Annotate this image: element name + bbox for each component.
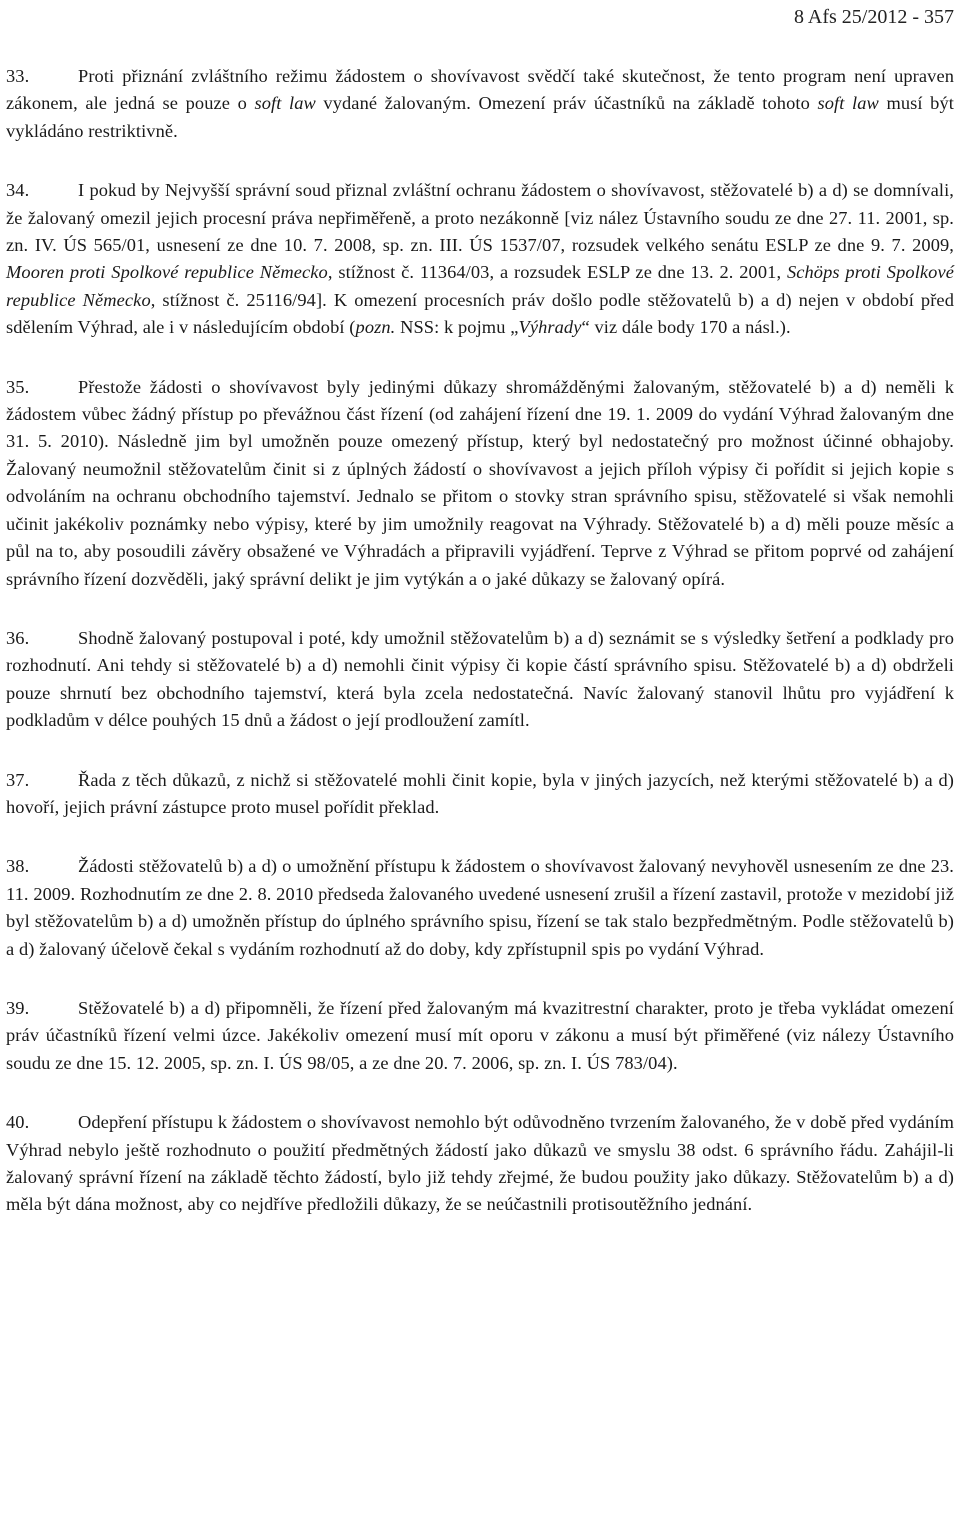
paragraph-text-italic: soft law (817, 93, 879, 114)
paragraph-text: Shodně žalovaný postupoval i poté, kdy umožnil stěžovatelům b) a d) seznámit se s výsledky šetření a podklady pro rozhodnutí. Ani tehdy si stěžovatelé b) a d) nemohli činit výpisy či kopie částí správního spisu. Stěžovatelé b) a d) obdrželi pouze shrnutí bez obchodního tajemství, která byla zcela nedostatečná. Navíc žalovaný stanovil lhůtu pro vyjádření k podkladům v délce pouhých 15 dnů a žádost o její prodloužení zamítl. (6, 627, 954, 731)
paragraph-number: 40. (6, 1112, 30, 1133)
paragraph-number: 35. (6, 376, 30, 397)
paragraph-list (6, 63, 954, 1251)
paragraph-number: 34. (6, 180, 30, 201)
paragraph-number: 39. (6, 997, 30, 1018)
paragraph-text: Odepření přístupu k žádostem o shovívavost nemohlo být odůvodněno tvrzením žalovaného, že v době před vydáním Výhrad nebylo ještě rozhodnuto o použití předmětných žádostí jako důkazů ve smyslu 38 odst. 6 správního řádu. Zahájil-li žalovaný správní řízení na základě těchto žádostí, bylo již tehdy zřejmé, že budou použity jako důkazy. Stěžovatelům b) a d) měla být dána možnost, aby co nejdříve předložili důkazy, že se neúčastnili protisoutěžního jednání. (6, 1112, 954, 1215)
paragraph-text: , stížnost č. 25116/94]. K omezení procesních práv došlo podle stěžovatelů b) a d) nejen v období před sdělením Výhrad, ale i v následujícím období ( (6, 289, 954, 338)
paragraph-number: 33. (6, 66, 30, 86)
paragraph-text-italic: pozn. (355, 317, 396, 338)
case-name-italic: Mooren proti Spolkové republice Německo (6, 262, 328, 283)
paragraph-text: Přestože žádosti o shovívavost byly jedinými důkazy shromážděnými žalovaným, stěžovatelé b) a d) neměli k žádostem vůbec žádný přístup po převážnou část řízení (od zahájení řízení dne 19. 1. 2009 do vydání Výhrad žalovaným dne 31. 5. 2010). Následně jim byl umožněn pouze omezený přístup, který byl nedostatečný pro možnost účinné obhajoby. Žalovaný neumožnil stěžovatelům činit si z úplných žádostí o shovívavost a jejich příloh výpisy či pořídit si jejich kopie s odvoláním na ochranu obchodního tajemství. Jednalo se přitom o stovky stran správního spisu, stěžovatelé si však nemohli učinit jakékoliv poznámky nebo výpisy, které by jim umožnily reagovat na Výhrady. Stěžovatelé b) a d) měli pouze měsíc a půl na to, aby posoudili závěry obsažené ve Výhradách a připravili vyjádření. Teprve z Výhrad se přitom poprvé od zahájení správního řízení dozvěděli, jaký správní delikt je jim vytýkán a o jaké důkazy se žalovaný opírá. (6, 376, 954, 589)
paragraph-text: I pokud by Nejvyšší správní soud přiznal zvláštní ochranu žádostem o shovívavost, stěžovatelé b) a d) se domnívali, že žalovaný omezil jejich procesní práva nepřiměřeně, a proto nezákonně [viz nález Ústavního soudu ze dne 27. 11. 2001, sp. zn. IV. ÚS 565/01, usnesení ze dne 10. 7. 2008, sp. zn. III. ÚS 1537/07, rozsudek velkého senátu ESLP ze dne 9. 7. 2009, (6, 180, 954, 256)
paragraph-text: Proti přiznání zvláštního režimu žádostem o shovívavost svědčí také skutečnost, že tento program není upraven zákonem, ale jedná se pouze o (6, 66, 954, 114)
paragraph-33 (6, 63, 954, 145)
document-reference: 8 Afs 25/2012 - 357 (794, 6, 954, 28)
paragraph-38 (6, 853, 954, 963)
paragraph-text: Žádosti stěžovatelů b) a d) o umožnění přístupu k žádostem o shovívavost žalovaný nevyhověl usnesením ze dne 23. 11. 2009. Rozhodnutím ze dne 2. 8. 2010 předseda žalovaného uvedené usnesení zrušil a řízení zastavil, protože v mezidobí již byl stěžovatelům b) a d) umožněn přístup do úplného správního spisu, řízení se tak stalo bezpředmětným. Podle stěžovatelů b) a d) žalovaný účelově čekal s vydáním rozhodnutí až do doby, kdy zpřístupnil spis po vydání Výhrad. (6, 856, 954, 959)
paragraph-text: , stížnost č. 11364/03, a rozsudek ESLP ze dne 13. 2. 2001, (327, 262, 787, 283)
paragraph-40 (6, 1109, 954, 1219)
paragraph-text: Stěžovatelé b) a d) připomněli, že řízení před žalovaným má kvazitrestní charakter, proto je třeba vykládat omezení práv účastníků řízení velmi úzce. Jakékoliv omezení musí mít oporu v zákonu a musí být přiměřené (viz nálezy Ústavního soudu ze dne 15. 12. 2005, sp. zn. I. ÚS 98/05, a ze dne 20. 7. 2006, sp. zn. I. ÚS 783/04). (6, 997, 954, 1073)
paragraph-number: 38. (6, 856, 30, 877)
paragraph-text-italic: Výhrady (518, 317, 582, 338)
paragraph-36 (6, 625, 954, 735)
paragraph-37 (6, 767, 954, 822)
paragraph-text: “ viz dále body 170 a násl.). (581, 317, 791, 338)
paragraph-text: NSS: k pojmu „ (395, 317, 519, 338)
paragraph-number: 36. (6, 627, 30, 648)
paragraph-34 (6, 177, 954, 341)
paragraph-text-italic: soft law (254, 93, 316, 114)
paragraph-text: musí být vykládáno restriktivně. (6, 93, 954, 141)
paragraph-39 (6, 995, 954, 1077)
case-name-italic: Schöps proti Spolkové republice Německo (6, 262, 954, 310)
paragraph-text: Řada z těch důkazů, z nichž si stěžovatelé mohli činit kopie, byla v jiných jazycích, než kterými stěžovatelé b) a d) hovoří, jejich právní zástupce proto musel pořídit překlad. (6, 769, 954, 817)
paragraph-35 (6, 374, 954, 593)
paragraph-number: 37. (6, 769, 30, 790)
paragraph-text: vydané žalovaným. Omezení práv účastníků na základě tohoto (315, 93, 818, 114)
